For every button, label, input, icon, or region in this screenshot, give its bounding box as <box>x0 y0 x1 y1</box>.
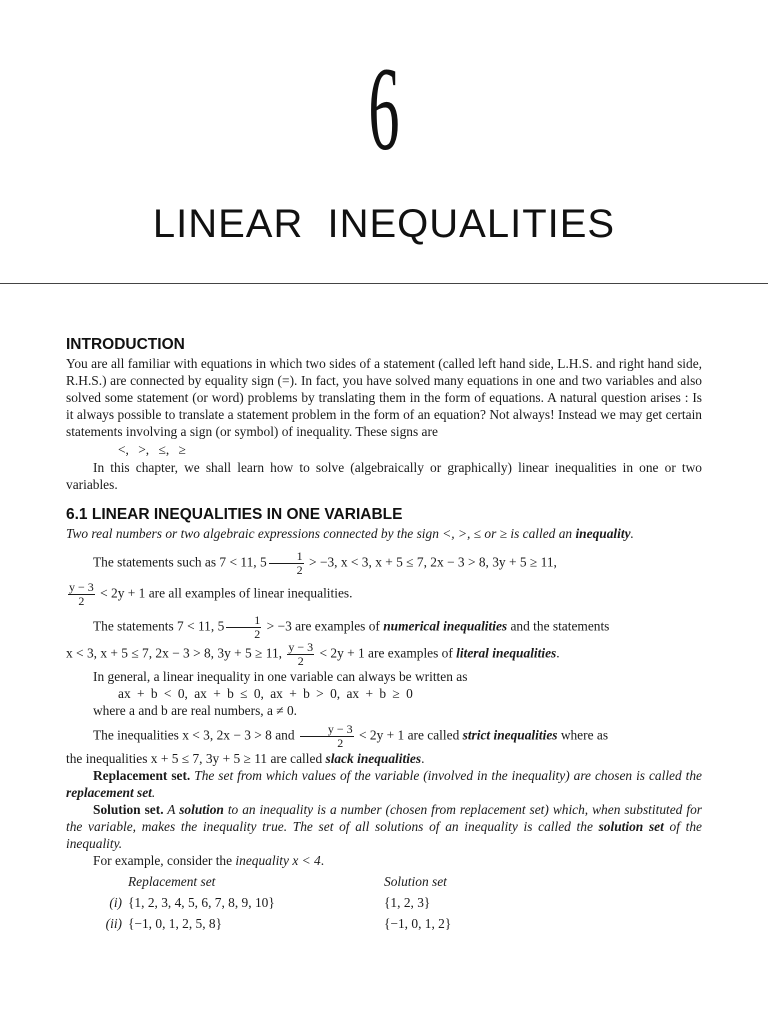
solution-set-paragraph: Solution set. A solution to an inequality is a number (chosen from replacement set) which, when substituted for the variable, makes the inequality true. The set of all solutions of an inequality is called the solution set of the inequality. <box>66 802 702 851</box>
term-solution-set: solution set <box>598 819 664 834</box>
mixed-fraction: $\frac{1}{2}$ <box>226 614 261 641</box>
numerical-inequalities-paragraph: The statements 7 < 11, 5 $\frac{1}{2}$ > −3 are examples of numerical inequalities and the statements <box>93 613 610 641</box>
replacement-set-label: Replacement set. <box>93 768 191 783</box>
term-solution: solution <box>179 802 224 817</box>
inequality-signs: <, >, ≤, ≥ <box>118 442 186 457</box>
replacement-set-paragraph: Replacement set. The set from which values of the variable (involved in the inequality) are chosen is called the replacement set. <box>66 768 702 800</box>
table-row <box>66 913 702 934</box>
general-forms: ax + b < 0, ax + b ≤ 0, ax + b > 0, ax + b ≥ 0 <box>118 686 413 701</box>
fraction-y-minus-3: $\frac{y - 3}{2}$ <box>288 640 314 668</box>
section-heading: 6.1 LINEAR INEQUALITIES IN ONE VARIABLE <box>66 506 403 523</box>
page-body <box>66 336 702 934</box>
intro-paragraph-1: You are all familiar with equations in which two sides of a statement (called left hand side, L.H.S. and right hand side, R.H.S.) are connected by equality sign (=). In fact, you have solved many equations in one and two variables and also solved some statement (or word) problems by translating them in the form of equations. A natural question arises : Is it always possible to translate a statement problem in the form of an equation? Not always! Instead we may get certain statements involving a sign (or symbol) of inequality. These signs are <box>66 356 702 439</box>
term-slack-inequalities: slack inequalities <box>325 751 422 766</box>
chapter-number: 6 <box>368 42 400 175</box>
table-row <box>66 892 702 913</box>
intro-paragraph-2: In this chapter, we shall learn how to solve (algebraically or graphically) linear inequalities in one or two variables. <box>66 460 702 492</box>
intro-heading: INTRODUCTION <box>66 336 185 353</box>
inequality-definition: Two real numbers or two algebraic expressions connected by the sign <, >, ≤ or ≥ is called an inequality. <box>66 526 634 541</box>
examples-paragraph-cont: $\frac{y - 3}{2}$ < 2y + 1 are all examples of linear inequalities. <box>69 580 353 608</box>
general-form-paragraph: In general, a linear inequality in one variable can always be written as <box>93 669 468 684</box>
header-replacement-set: Replacement set <box>128 874 216 889</box>
solution-set-label: Solution set. <box>93 802 164 817</box>
header-divider <box>0 283 768 284</box>
term-inequality: inequality <box>575 526 631 541</box>
examples-paragraph: The statements such as 7 < 11, 5 $\frac{1}{2}$ > −3, x < 3, x + 5 ≤ 7, 2x − 3 > 8, 3y + 5 ≥ 11, <box>93 549 557 577</box>
example-intro: For example, consider the inequality x < 4. <box>93 853 325 868</box>
fraction-y-minus-3: $\frac{y - 3}{2}$ <box>300 723 354 750</box>
mixed-fraction: $\frac{1}{2}$ <box>269 550 304 577</box>
row-label: (i) <box>109 895 122 910</box>
term-numerical-inequalities: numerical inequalities <box>383 618 508 634</box>
term-strict-inequalities: strict inequalities <box>462 727 558 743</box>
general-form-where: where a and b are real numbers, a ≠ 0. <box>93 703 298 718</box>
term-literal-inequalities: literal inequalities <box>456 645 557 661</box>
chapter-title: LINEAR INEQUALITIES <box>152 202 616 246</box>
replacement-set-value: {−1, 0, 1, 2, 5, 8} <box>128 916 223 931</box>
literal-inequalities-paragraph: x < 3, x + 5 ≤ 7, 2x − 3 > 8, 3y + 5 ≥ 11, $\frac{y - 3}{2}$ < 2y + 1 are examples of literal inequalities. <box>66 640 560 668</box>
example-table <box>66 871 702 934</box>
term-replacement-set: replacement set <box>66 785 152 800</box>
row-label: (ii) <box>105 916 122 931</box>
replacement-set-value: {1, 2, 3, 4, 5, 6, 7, 8, 9, 10} <box>128 895 275 910</box>
fraction-y-minus-3: $\frac{y - 3}{2}$ <box>69 580 94 608</box>
solution-set-value: {−1, 0, 1, 2} <box>384 916 452 931</box>
slack-inequalities-paragraph: the inequalities x + 5 ≤ 7, 3y + 5 ≥ 11 are called slack inequalities. <box>66 751 425 766</box>
solution-set-value: {1, 2, 3} <box>384 895 431 910</box>
header-solution-set: Solution set <box>384 874 447 889</box>
table-header <box>66 871 702 892</box>
strict-inequalities-paragraph: The inequalities x < 3, 2x − 3 > 8 and $\frac{y - 3}{2}$ < 2y + 1 are called strict inequalities where as <box>93 722 609 750</box>
